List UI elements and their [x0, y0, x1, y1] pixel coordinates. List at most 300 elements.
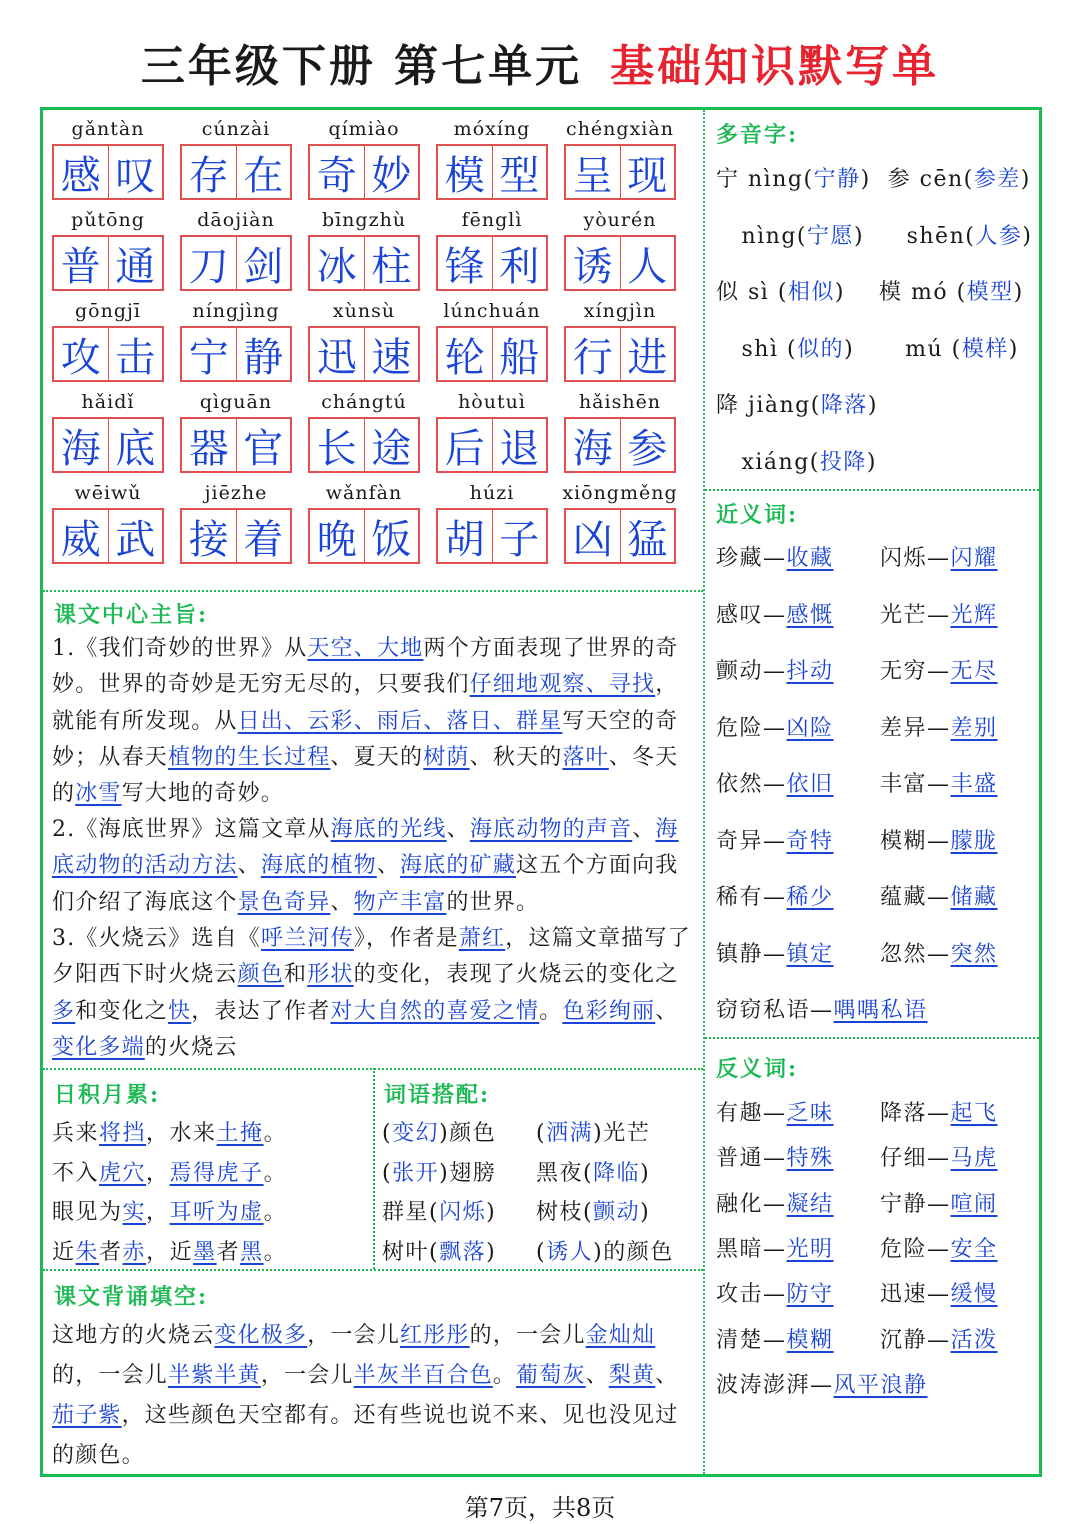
word-pair	[716, 598, 834, 629]
answer-word: 奇特	[786, 828, 834, 854]
text: (	[382, 1160, 393, 1186]
word-pair	[880, 767, 998, 798]
char: 模	[444, 152, 485, 199]
answer-text: 冰雪	[75, 781, 122, 807]
word-box	[308, 417, 420, 473]
answer-word: 闪耀	[950, 546, 998, 571]
main-idea-paragraph-1	[52, 631, 696, 812]
char: 猛	[627, 516, 668, 563]
text: 和变化之	[75, 998, 169, 1024]
answer-word: 抖动	[786, 659, 834, 684]
answer-text: 将挡	[99, 1121, 147, 1146]
char: 感	[60, 152, 101, 199]
text: )光芒	[593, 1121, 651, 1146]
answer-text: 红彤彤	[400, 1323, 470, 1348]
char-cell	[236, 328, 291, 380]
main-idea-title: 课文中心主旨:	[54, 602, 209, 628]
answer-text: 颤动	[593, 1200, 641, 1225]
word-box	[180, 508, 292, 564]
char-cell	[438, 510, 492, 562]
recite-title: 课文背诵填空:	[54, 1284, 209, 1310]
collocation-item	[536, 1156, 650, 1187]
word: 普通—	[716, 1146, 787, 1172]
text: 黑夜(	[536, 1160, 594, 1186]
char-cell	[108, 146, 163, 198]
answer-text: 半紫半黄	[168, 1363, 261, 1388]
char-cell	[236, 510, 291, 562]
word: 危险—	[716, 715, 787, 741]
word: 窃窃私语—	[716, 998, 834, 1023]
answer-word: 朦胧	[950, 828, 998, 854]
char-cell	[438, 146, 492, 198]
text: )翅膀	[439, 1160, 497, 1186]
word-pair	[716, 824, 834, 855]
word-pair	[716, 993, 928, 1024]
char: 胡	[444, 516, 485, 563]
text: 的变化，表现了火烧云的变化之	[353, 962, 679, 988]
answer-text: 对大自然的喜爱之情	[330, 998, 540, 1024]
text: )的颜色	[593, 1239, 674, 1265]
char: 船	[499, 334, 540, 381]
char: 存	[188, 152, 229, 199]
word-pinyin: wēiwǔ	[74, 482, 142, 504]
word-pinyin: cúnzài	[201, 118, 271, 140]
answer-text: 参差	[973, 167, 1021, 192]
text: 。	[492, 1363, 517, 1388]
collocation-item	[382, 1156, 496, 1187]
word: 宁静—	[880, 1191, 951, 1217]
char-cell	[182, 146, 236, 198]
answer-word: 凝结	[786, 1191, 834, 1217]
answer-word: 缓慢	[950, 1282, 998, 1308]
text: )	[1020, 167, 1031, 192]
char: 利	[499, 243, 540, 290]
word-pinyin: dāojiàn	[197, 209, 275, 231]
title-main: 三年级下册 第七单元	[140, 41, 583, 92]
word-pinyin: hǎidǐ	[81, 391, 135, 413]
daily-line	[52, 1116, 287, 1147]
text: 、	[237, 853, 261, 879]
char-cell	[108, 328, 163, 380]
text: 》，作者是	[353, 926, 459, 951]
word-box	[308, 326, 420, 382]
char-cell	[438, 419, 492, 471]
text: 、	[446, 817, 470, 842]
answer-word: 差别	[950, 715, 998, 741]
char-cell	[236, 146, 291, 198]
answer-word: 感慨	[786, 602, 834, 628]
word-pair	[880, 598, 998, 629]
text: 这地方的火烧云	[52, 1323, 215, 1348]
text: xiáng(	[716, 449, 820, 475]
answer-text: 海底动物的声音	[469, 817, 633, 842]
text: 、冬天的	[52, 744, 679, 807]
word-box	[52, 417, 164, 473]
char-cell	[364, 419, 419, 471]
char-cell	[310, 328, 364, 380]
word-pinyin: chángtú	[321, 391, 407, 413]
word-pinyin: chéngxiàn	[566, 118, 674, 140]
char: 宁	[188, 334, 229, 381]
char: 海	[60, 425, 101, 472]
word-pinyin: jiēzhe	[204, 482, 268, 504]
word-box	[52, 508, 164, 564]
char: 长	[316, 425, 357, 472]
word-pair	[716, 880, 834, 911]
char: 攻	[60, 334, 101, 381]
char: 柱	[371, 243, 412, 290]
polyphone-line	[716, 332, 1019, 363]
text: 两个方面表现了世界的奇妙。世界的奇妙是无穷无尽的，只要我们	[52, 636, 679, 698]
char-cell	[620, 510, 675, 562]
title-highlight: 基础知识默写单	[610, 41, 940, 92]
word-box	[308, 144, 420, 200]
text: )	[1008, 336, 1019, 362]
char-cell	[620, 237, 675, 289]
answer-text: 投降	[819, 449, 867, 475]
char: 型	[499, 152, 540, 199]
collocation-item	[382, 1235, 496, 1266]
text: 者	[216, 1239, 241, 1265]
answer-text: 焉得虎子	[169, 1160, 264, 1186]
word: 有趣—	[716, 1101, 787, 1126]
answer-text: 金灿灿	[585, 1323, 656, 1348]
answer-word: 储藏	[950, 885, 998, 910]
answer-text: 诱人	[546, 1239, 594, 1265]
word-pair	[880, 1277, 998, 1308]
collocation-item	[382, 1116, 496, 1147]
text: 、	[632, 817, 656, 842]
char: 呈	[572, 152, 613, 199]
word-pair	[716, 767, 834, 798]
word-box	[564, 326, 676, 382]
polyphone-line	[716, 445, 877, 476]
answer-word: 模糊	[786, 1327, 834, 1353]
answer-word: 光明	[786, 1236, 834, 1262]
antonyms-title: 反义词:	[716, 1056, 799, 1082]
answer-word: 乏味	[786, 1101, 834, 1126]
word-pair	[880, 654, 998, 685]
char: 凶	[572, 516, 613, 563]
word-box	[52, 235, 164, 291]
text: 。	[263, 1239, 288, 1265]
text: ，水来	[146, 1121, 217, 1146]
char-cell	[364, 146, 419, 198]
word-pair	[716, 541, 834, 572]
word-box	[180, 144, 292, 200]
word-pair	[880, 1141, 998, 1172]
answer-text: 树荫	[423, 744, 470, 770]
answer-text: 日出、云彩、雨后、落日、群星	[237, 708, 563, 734]
word-pinyin: hòutuì	[458, 391, 526, 413]
answer-word: 马虎	[950, 1146, 998, 1172]
word-pinyin: pǔtōng	[71, 209, 145, 231]
collocation-item	[536, 1195, 650, 1226]
polyphone-title: 多音字:	[716, 122, 799, 148]
word-box	[308, 235, 420, 291]
text: 、	[655, 1363, 679, 1388]
text: ，这篇文章描写了夕阳西下时火烧云	[52, 926, 691, 988]
text: ，一会儿	[307, 1323, 401, 1348]
char: 迅	[316, 334, 357, 381]
text: cēn(	[919, 167, 974, 192]
char: 刀	[188, 243, 229, 290]
answer-text: 宁愿	[807, 223, 855, 249]
text: 、	[330, 889, 354, 915]
char: 参	[627, 425, 668, 472]
word: 融化—	[716, 1191, 787, 1217]
char-cell	[236, 419, 291, 471]
main-idea-paragraph-3	[52, 921, 696, 1066]
text: nìng(	[716, 223, 808, 249]
char-cell	[492, 419, 547, 471]
text: 、秋天的	[469, 744, 563, 770]
word-box	[180, 235, 292, 291]
answer-text: 梨黄	[608, 1363, 656, 1388]
text: (	[536, 1121, 547, 1146]
text: 。	[263, 1121, 288, 1146]
synonyms-title: 近义词:	[716, 502, 799, 528]
text: ) shēn(	[854, 223, 976, 249]
text: ，表达了作者	[191, 998, 331, 1024]
text: )	[866, 449, 877, 475]
word-box	[436, 326, 548, 382]
text: 3.《火烧云》选自《	[52, 926, 261, 951]
char-cell	[108, 419, 163, 471]
text: 、夏天的	[330, 744, 424, 770]
answer-text: 呼兰河传	[261, 926, 354, 951]
char: 器	[188, 425, 229, 472]
answer-word: 突然	[950, 941, 998, 967]
text: 者	[99, 1239, 123, 1265]
divider-words	[43, 590, 703, 592]
word: 波涛澎湃—	[716, 1372, 834, 1398]
word-pinyin: qìguān	[199, 391, 273, 413]
collocation-item	[536, 1116, 650, 1147]
char: 海	[572, 425, 613, 472]
word-pair	[716, 711, 834, 742]
answer-text: 似的	[797, 336, 845, 362]
char: 官	[243, 425, 284, 472]
answer-text: 赤	[122, 1239, 147, 1265]
divider-polyphone	[705, 489, 1039, 491]
word-pair	[880, 1323, 998, 1354]
char-cell	[310, 510, 364, 562]
word: 降落—	[880, 1101, 951, 1126]
char: 妙	[371, 152, 412, 199]
text: ) 模 mó (	[834, 280, 967, 305]
word-pinyin: xùnsù	[332, 300, 396, 322]
char-cell	[566, 237, 620, 289]
text: (	[536, 1239, 547, 1265]
word-box	[180, 417, 292, 473]
word-pinyin: húzi	[469, 482, 515, 504]
text: 的火烧云	[144, 1034, 238, 1060]
text: 近	[52, 1239, 76, 1265]
answer-word: 安全	[950, 1236, 998, 1262]
char-cell	[492, 328, 547, 380]
word-pinyin: gōngjī	[75, 300, 141, 322]
word: 闪烁—	[880, 546, 951, 571]
answer-text: 耳听为虚	[169, 1200, 264, 1225]
text: 这五个方面向我们介绍了海底这个	[52, 853, 679, 915]
answer-text: 降临	[593, 1160, 641, 1186]
text: 写大地的奇妙。	[121, 781, 285, 807]
collocation-title: 词语搭配:	[384, 1082, 491, 1108]
word-box	[436, 144, 548, 200]
text: ，一会儿	[260, 1363, 354, 1388]
answer-text: 宁静	[813, 167, 861, 192]
char: 叹	[115, 152, 156, 199]
divider-daily	[43, 1269, 703, 1271]
word-box	[52, 326, 164, 382]
word: 清楚—	[716, 1327, 787, 1353]
word-pair	[716, 1141, 834, 1172]
char-cell	[566, 510, 620, 562]
collocation-item	[382, 1195, 496, 1226]
word-box	[564, 144, 676, 200]
answer-text: 海底的植物	[260, 853, 377, 879]
char-cell	[54, 237, 108, 289]
char: 子	[499, 516, 540, 563]
word-pinyin: wǎnfàn	[325, 482, 403, 504]
word-pair	[880, 1096, 998, 1127]
text: )	[1013, 280, 1024, 305]
word: 无穷—	[880, 659, 951, 684]
char-cell	[620, 146, 675, 198]
daily-line	[52, 1156, 287, 1187]
daily-line	[52, 1235, 287, 1266]
word: 沉静—	[880, 1327, 951, 1353]
char-cell	[54, 328, 108, 380]
text: 降 jiàng(	[716, 393, 821, 418]
char: 威	[60, 516, 101, 563]
char: 武	[115, 516, 156, 563]
answer-text: 洒满	[546, 1121, 594, 1146]
text: 的世界。	[446, 889, 540, 915]
text: 不入	[52, 1160, 100, 1186]
answer-text: 色彩绚丽	[562, 998, 656, 1024]
char: 轮	[444, 334, 485, 381]
word-box	[436, 508, 548, 564]
text: ，就能有所发现。从	[52, 672, 679, 734]
page-footer: 第7页，共8页	[464, 1494, 616, 1522]
text: 的，一会儿	[52, 1363, 169, 1388]
word-pair	[716, 1096, 834, 1127]
text: ，	[146, 1200, 170, 1225]
text: 群星(	[382, 1200, 440, 1225]
answer-text: 模型	[966, 280, 1014, 305]
answer-word: 活泼	[950, 1327, 998, 1353]
word-box	[436, 235, 548, 291]
text: ，	[146, 1160, 170, 1186]
answer-text: 黑	[240, 1239, 264, 1265]
char: 底	[115, 425, 156, 472]
char-cell	[620, 328, 675, 380]
word-pair	[716, 1277, 834, 1308]
word-pair	[880, 880, 998, 911]
word-pinyin: lúnchuán	[443, 300, 541, 322]
char-cell	[182, 237, 236, 289]
char-cell	[182, 419, 236, 471]
word: 依然—	[716, 772, 787, 797]
char-cell	[310, 146, 364, 198]
answer-text: 相似	[787, 280, 835, 305]
polyphone-line	[716, 219, 1032, 250]
char: 后	[444, 425, 485, 472]
answer-text: 张开	[392, 1160, 440, 1186]
word-pinyin: qímiào	[328, 118, 400, 140]
answer-text: 天空、大地	[307, 636, 424, 661]
text: (	[382, 1121, 393, 1146]
word-pair	[880, 1232, 998, 1263]
text: ，这些颜色天空都有。还有些说也说不来、见也没见过的颜色。	[52, 1403, 679, 1468]
char: 普	[60, 243, 101, 290]
word-pair	[716, 1187, 834, 1218]
char-cell	[438, 328, 492, 380]
char: 在	[243, 152, 284, 199]
main-idea-paragraph-2	[52, 812, 696, 921]
text: 、	[585, 1363, 609, 1388]
char: 静	[243, 334, 284, 381]
word-box	[52, 144, 164, 200]
answer-text: 茄子紫	[52, 1403, 122, 1428]
char: 人	[627, 243, 668, 290]
answer-text: 颜色	[237, 962, 285, 988]
answer-text: 土掩	[216, 1121, 264, 1146]
char-cell	[108, 510, 163, 562]
text: 树枝(	[536, 1200, 594, 1225]
char-cell	[364, 510, 419, 562]
text: 兵来	[52, 1121, 100, 1146]
text: nìng(	[748, 167, 814, 192]
text: 树叶(	[382, 1239, 440, 1265]
char: 击	[115, 334, 156, 381]
answer-text: 物产丰富	[353, 889, 447, 915]
answer-text: 形状	[307, 962, 354, 988]
answer-word: 喁喁私语	[833, 998, 928, 1023]
word: 模糊—	[880, 828, 951, 854]
char-cell	[54, 510, 108, 562]
word: 蕴藏—	[880, 885, 951, 910]
answer-text: 多	[52, 998, 76, 1024]
char-cell	[236, 237, 291, 289]
recite-paragraph	[52, 1316, 696, 1476]
char-cell	[108, 237, 163, 289]
text: 眼见为	[52, 1200, 123, 1225]
answer-text: 快	[168, 998, 192, 1024]
char: 进	[627, 334, 668, 381]
char-cell	[182, 328, 236, 380]
char: 锋	[444, 243, 485, 290]
answer-text: 墨	[193, 1239, 217, 1265]
word-pair	[716, 1368, 928, 1399]
text: 似 sì (	[716, 280, 788, 305]
answer-word: 凶险	[786, 715, 834, 741]
answer-text: 飘落	[439, 1239, 487, 1265]
char: 饭	[371, 516, 412, 563]
answer-word: 风平浪静	[833, 1372, 928, 1398]
answer-text: 仔细地观察、寻找	[469, 672, 656, 698]
word-pair	[880, 824, 998, 855]
text: 宁	[716, 167, 748, 192]
word-pinyin: xiōngměng	[562, 482, 678, 504]
answer-text: 落叶	[562, 744, 609, 770]
char-cell	[566, 146, 620, 198]
word-pair	[880, 541, 998, 572]
answer-word: 特殊	[786, 1146, 834, 1172]
char: 着	[243, 516, 284, 563]
